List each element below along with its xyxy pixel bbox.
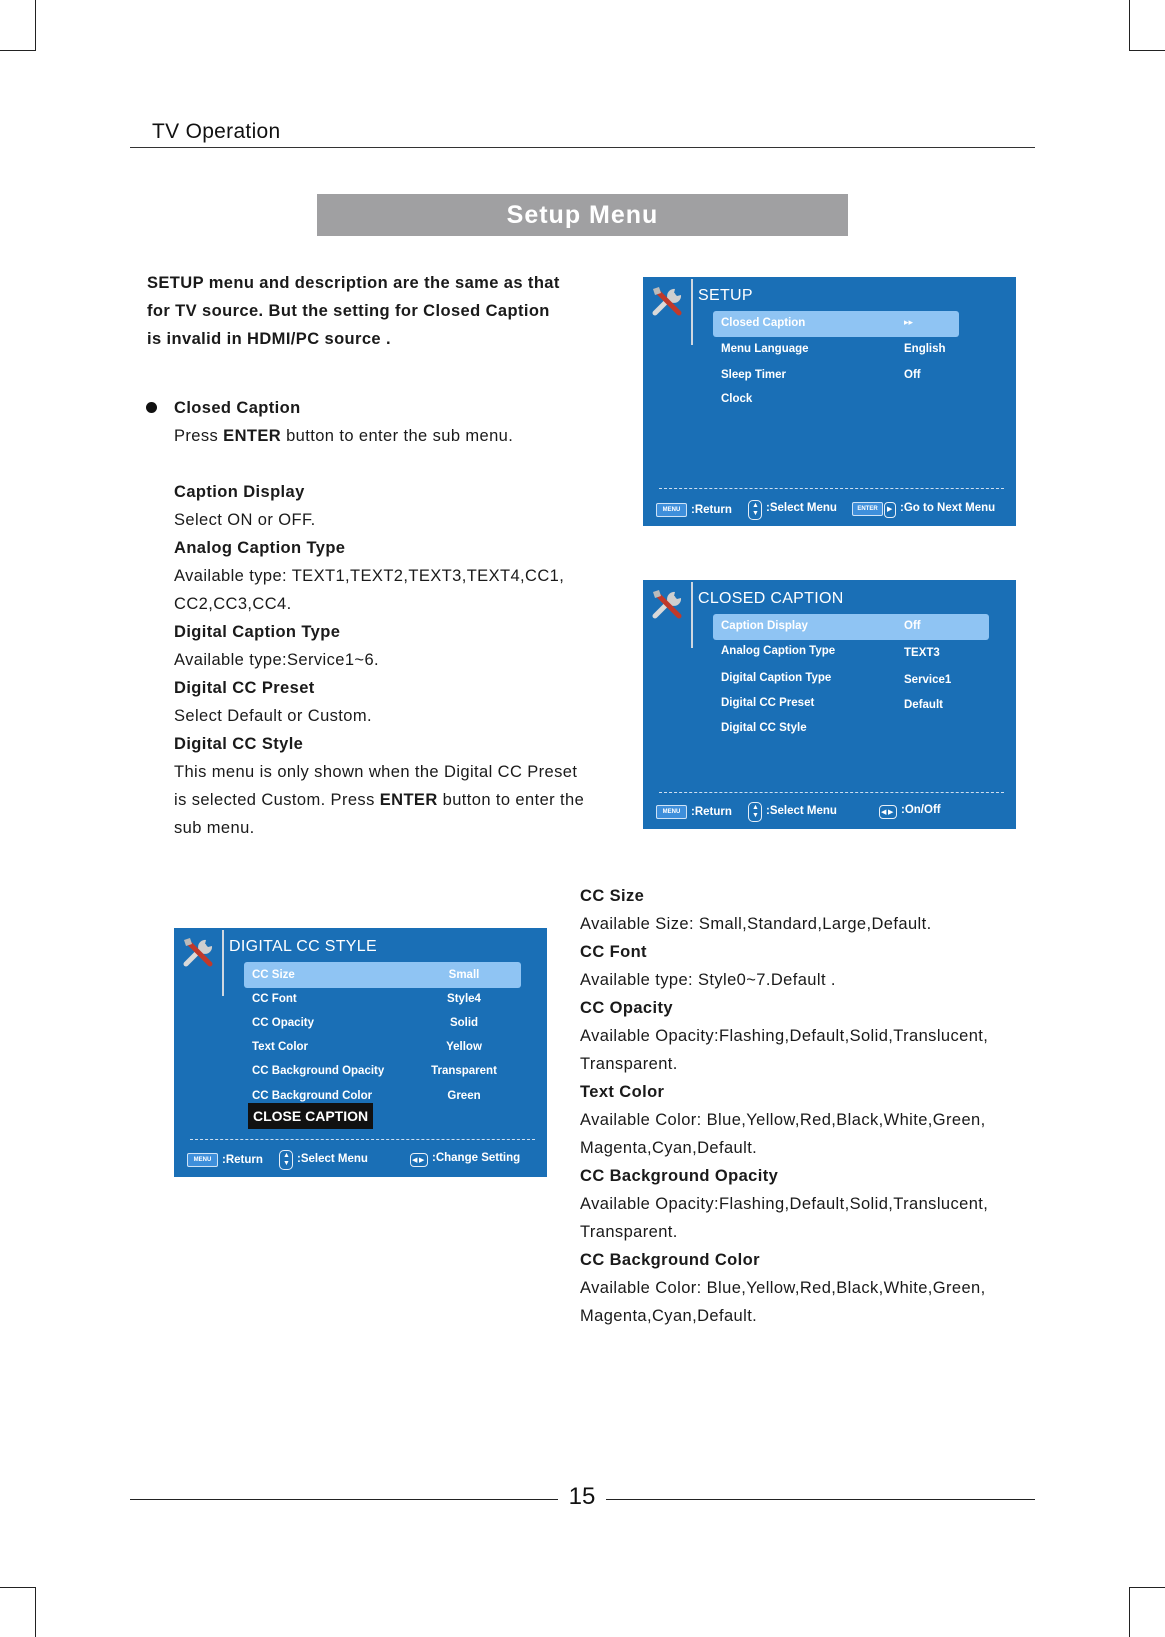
title-divider [691, 279, 693, 345]
menu-row-label[interactable]: Analog Caption Type [721, 645, 836, 657]
crop-mark [1129, 0, 1130, 50]
close-caption-button[interactable]: CLOSE CAPTION [248, 1103, 373, 1129]
crop-mark [1129, 1587, 1130, 1637]
heading-cc-bg-color: CC Background Color [580, 1251, 760, 1269]
right-key-icon: ▶ [884, 502, 896, 518]
bullet-icon [146, 402, 157, 413]
heading-cc-bg-opacity: CC Background Opacity [580, 1167, 779, 1185]
cc-bg-color-text: Available Color: Blue,Yellow,Red,Black,White,Green, [580, 1279, 986, 1297]
menu-row-label[interactable]: CC Background Color [252, 1090, 373, 1102]
menu-row-value: Solid [449, 1017, 479, 1029]
heading-analog-caption-type: Analog Caption Type [174, 539, 346, 557]
footer-return: :Return [691, 504, 732, 516]
heading-cc-font: CC Font [580, 943, 647, 961]
cc-opacity-text: Transparent. [580, 1055, 678, 1073]
tools-icon [649, 283, 687, 321]
heading-text-color: Text Color [580, 1083, 665, 1101]
heading-digital-cc-preset: Digital CC Preset [174, 679, 315, 697]
footer-divider [659, 488, 1004, 489]
menu-row-label[interactable]: Digital CC Style [721, 722, 807, 734]
menu-row-value: Small [448, 969, 480, 981]
digital-cc-style-text: is selected Custom. Press ENTER button to enter the [174, 791, 585, 809]
caption-display-text: Select ON or OFF. [174, 511, 316, 529]
footer-next: :Go to Next Menu [900, 502, 996, 514]
menu-row-label[interactable]: Digital Caption Type [721, 672, 832, 684]
menu-key-icon: MENU [656, 503, 687, 517]
footer-select: :Select Menu [297, 1153, 368, 1165]
menu-row-value: Off [904, 620, 921, 632]
menu-row-value: Off [904, 369, 921, 381]
closed-caption-menu-panel [643, 580, 1016, 829]
heading-cc-opacity: CC Opacity [580, 999, 673, 1017]
intro-paragraph [147, 269, 597, 353]
leftright-key-icon: ◀ ▶ [410, 1153, 428, 1167]
heading-caption-display: Caption Display [174, 483, 305, 501]
menu-row-label[interactable]: Caption Display [721, 620, 808, 632]
intro-line: SETUP menu and description are the same as that [147, 274, 560, 292]
closed-caption-text: Press ENTER button to enter the sub menu. [174, 427, 514, 445]
menu-row-value: Green [447, 1090, 481, 1102]
cc-size-text: Available Size: Small,Standard,Large,Default. [580, 915, 932, 933]
analog-caption-text: Available type: TEXT1,TEXT2,TEXT3,TEXT4,CC1, [174, 567, 565, 585]
page-header: TV Operation [152, 120, 281, 143]
tools-icon [649, 586, 687, 624]
cc-bg-color-text: Magenta,Cyan,Default. [580, 1307, 758, 1325]
crop-mark [35, 1587, 36, 1637]
footer-return: :Return [691, 806, 732, 818]
footer-rule-right [606, 1499, 1035, 1500]
menu-row-label[interactable]: Text Color [252, 1041, 309, 1053]
digital-cc-style-menu-panel [174, 928, 547, 1177]
right-description [580, 882, 1020, 1330]
menu-row-value: Yellow [446, 1041, 482, 1053]
updown-key-icon: ▲ ▼ [279, 1150, 293, 1170]
text-color-text: Magenta,Cyan,Default. [580, 1139, 758, 1157]
header-rule [130, 147, 1035, 148]
title-divider [691, 582, 693, 648]
menu-row-label[interactable]: Menu Language [721, 343, 809, 355]
setup-menu-panel [643, 277, 1016, 526]
analog-caption-text: CC2,CC3,CC4. [174, 595, 292, 613]
menu-row-label[interactable]: Digital CC Preset [721, 697, 815, 709]
page-number: 15 [568, 1483, 596, 1510]
crop-mark [1129, 50, 1165, 51]
crop-mark [35, 0, 36, 50]
menu-row-label[interactable]: Sleep Timer [721, 369, 786, 381]
tools-icon [180, 934, 218, 972]
digital-cc-style-text: This menu is only shown when the Digital CC Preset [174, 763, 578, 781]
crop-mark [0, 50, 36, 51]
menu-row-label[interactable]: Clock [721, 393, 753, 405]
menu-row-value: ▸▸ [904, 317, 914, 327]
menu-row-value: TEXT3 [904, 647, 940, 659]
footer-divider [190, 1139, 535, 1140]
footer-return: :Return [222, 1154, 263, 1166]
menu-row-label[interactable]: CC Opacity [252, 1017, 314, 1029]
menu-title: SETUP [698, 287, 753, 304]
crop-mark [0, 1587, 36, 1588]
text-color-text: Available Color: Blue,Yellow,Red,Black,White,Green, [580, 1111, 986, 1129]
menu-row-value: Transparent [431, 1065, 497, 1077]
updown-key-icon: ▲ ▼ [748, 802, 762, 822]
section-banner: Setup Menu [317, 194, 848, 236]
menu-row-label[interactable]: CC Background Opacity [252, 1065, 385, 1077]
menu-row-value: English [904, 343, 946, 355]
footer-rule-left [130, 1499, 558, 1500]
menu-title: DIGITAL CC STYLE [229, 938, 377, 955]
digital-caption-text: Available type:Service1~6. [174, 651, 380, 669]
spacer [174, 450, 614, 478]
heading-cc-size: CC Size [580, 887, 645, 905]
cc-bg-opacity-text: Transparent. [580, 1223, 678, 1241]
intro-line: for TV source. But the setting for Closed Caption [147, 302, 550, 320]
footer-change: :Change Setting [432, 1152, 521, 1164]
leftright-key-icon: ◀ ▶ [879, 805, 897, 819]
menu-key-icon: MENU [656, 805, 687, 819]
footer-divider [659, 792, 1004, 793]
digital-cc-style-text: sub menu. [174, 819, 255, 837]
menu-title: CLOSED CAPTION [698, 590, 844, 607]
cc-bg-opacity-text: Available Opacity:Flashing,Default,Solid,Translucent, [580, 1195, 989, 1213]
menu-row-label[interactable]: CC Font [252, 993, 297, 1005]
digital-cc-preset-text: Select Default or Custom. [174, 707, 372, 725]
menu-row-label[interactable]: CC Size [252, 969, 295, 981]
footer-select: :Select Menu [766, 805, 837, 817]
updown-key-icon: ▲ ▼ [748, 500, 762, 520]
footer-onoff: :On/Off [901, 804, 941, 816]
crop-mark [1129, 1587, 1165, 1588]
menu-row-label[interactable]: Closed Caption [721, 317, 806, 329]
menu-row-value: Style4 [447, 993, 481, 1005]
heading-digital-cc-style: Digital CC Style [174, 735, 304, 753]
title-divider [222, 930, 224, 996]
heading-closed-caption: Closed Caption [174, 399, 301, 417]
menu-key-icon: MENU [187, 1153, 218, 1167]
cc-opacity-text: Available Opacity:Flashing,Default,Solid,Translucent, [580, 1027, 989, 1045]
heading-digital-caption-type: Digital Caption Type [174, 623, 341, 641]
footer-select: :Select Menu [766, 502, 837, 514]
intro-line: is invalid in HDMI/PC source . [147, 330, 391, 348]
enter-key-icon: ENTER [852, 502, 883, 516]
menu-row-value: Service1 [904, 674, 952, 686]
left-description [174, 394, 614, 842]
cc-font-text: Available type: Style0~7.Default . [580, 971, 836, 989]
menu-row-value: Default [904, 699, 943, 711]
